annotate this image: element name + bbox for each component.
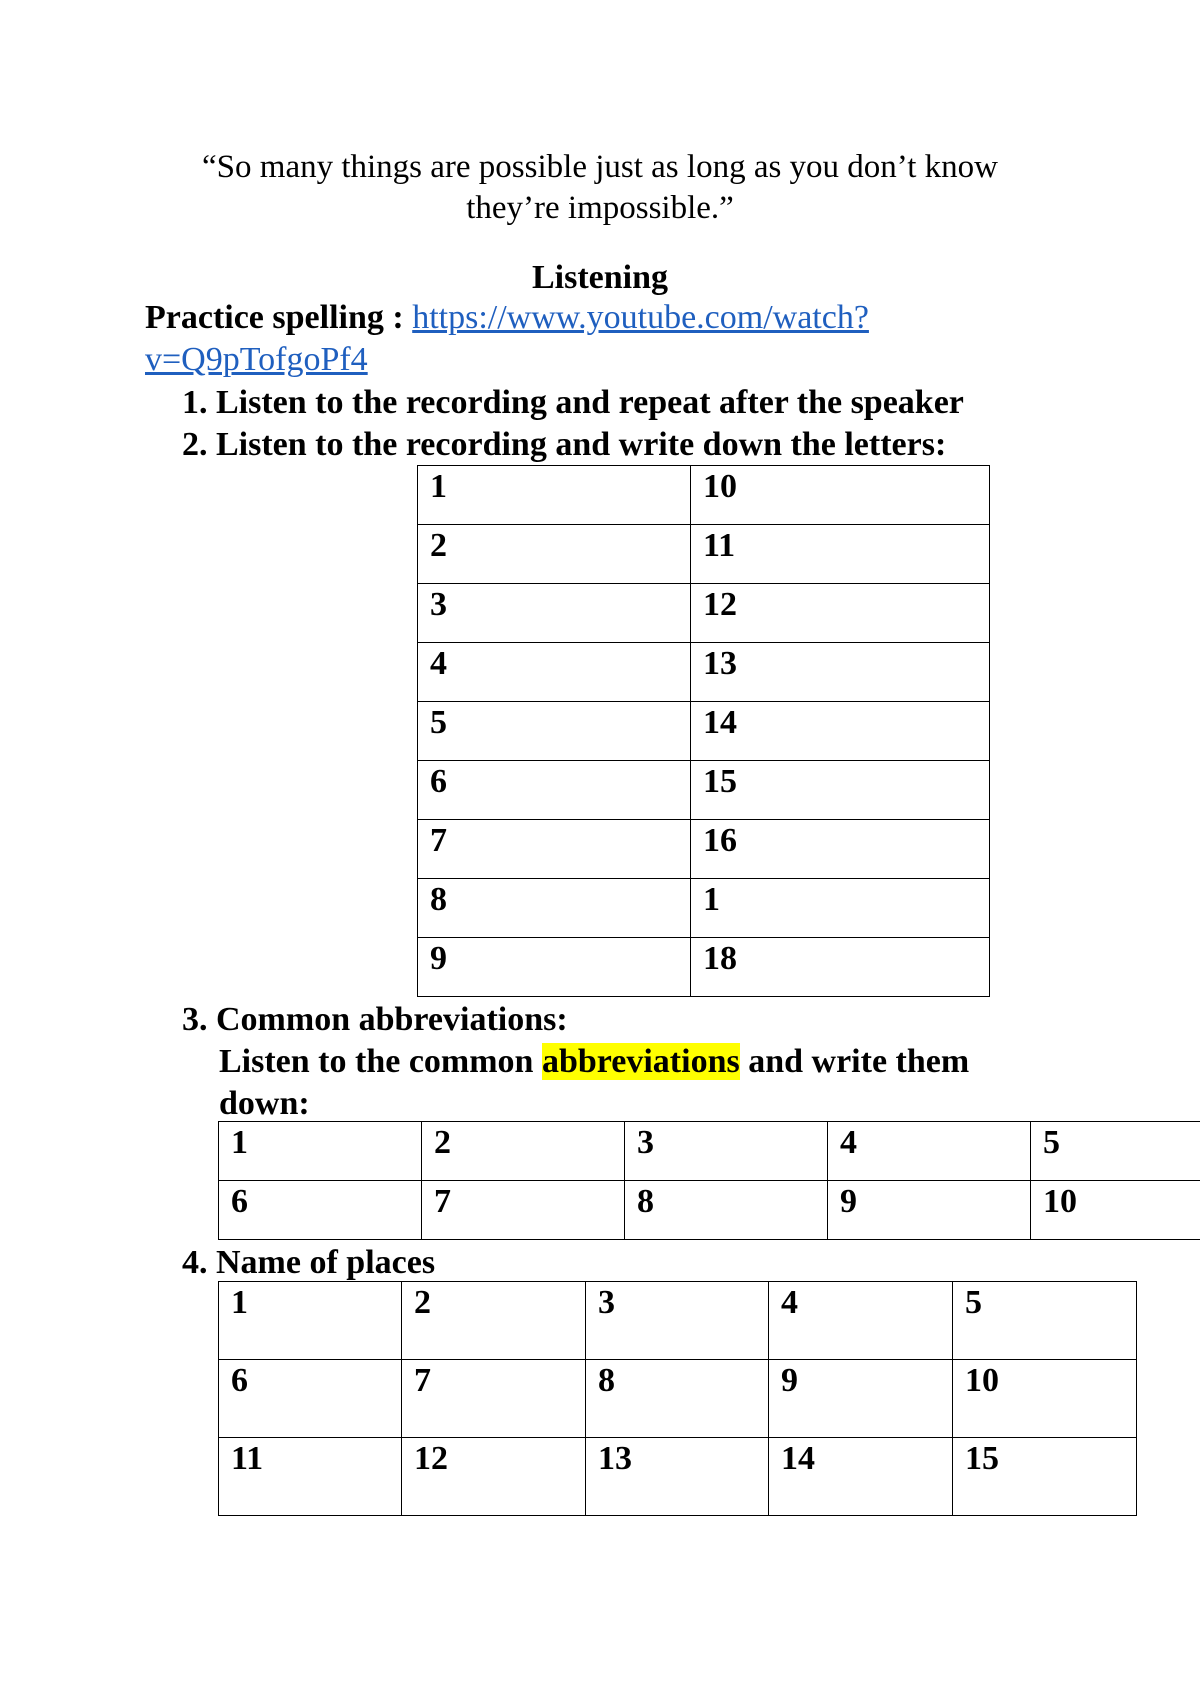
letters-table-row — [418, 525, 990, 584]
places-table-cell[interactable]: 13 — [586, 1438, 769, 1516]
places-table-row — [219, 1438, 1137, 1516]
abbreviations-table-cell[interactable]: 2 — [422, 1122, 625, 1181]
abbreviations-table-cell[interactable]: 4 — [828, 1122, 1031, 1181]
letters-table-cell[interactable]: 4 — [418, 643, 691, 702]
letters-table-cell[interactable]: 7 — [418, 820, 691, 879]
letters-table-cell[interactable]: 14 — [691, 702, 990, 761]
letters-table-cell[interactable]: 9 — [418, 938, 691, 997]
abbreviations-table-cell[interactable]: 8 — [625, 1181, 828, 1240]
places-table-cell[interactable]: 7 — [402, 1360, 586, 1438]
letters-table-cell[interactable]: 15 — [691, 761, 990, 820]
places-table-cell[interactable]: 3 — [586, 1282, 769, 1360]
places-table-cell[interactable]: 6 — [219, 1360, 402, 1438]
task-3-pre: Listen to the common — [219, 1043, 542, 1080]
places-table-cell[interactable]: 4 — [769, 1282, 953, 1360]
letters-table — [417, 465, 990, 997]
task-3-instruction — [219, 1042, 969, 1082]
letters-table-row — [418, 643, 990, 702]
letters-table-cell[interactable]: 13 — [691, 643, 990, 702]
abbreviations-table-cell[interactable]: 3 — [625, 1122, 828, 1181]
task-3-instruction-line-2: down: — [219, 1085, 310, 1122]
abbreviations-table-cell[interactable]: 6 — [219, 1181, 422, 1240]
task-1-instruction: 1. Listen to the recording and repeat after the speaker — [182, 384, 964, 421]
letters-table-cell[interactable]: 1 — [418, 466, 691, 525]
places-table-cell[interactable]: 5 — [953, 1282, 1137, 1360]
letters-table-cell[interactable]: 8 — [418, 879, 691, 938]
abbreviations-table-cell[interactable]: 10 — [1031, 1181, 1200, 1240]
places-table-cell[interactable]: 11 — [219, 1438, 402, 1516]
places-table-cell[interactable]: 1 — [219, 1282, 402, 1360]
letters-table-cell[interactable]: 1 — [691, 879, 990, 938]
letters-table-row — [418, 466, 990, 525]
task-3-post: and write them — [739, 1043, 970, 1080]
quote-line-1: “So many things are possible just as long as you don’t know — [202, 149, 998, 185]
letters-table-cell[interactable]: 2 — [418, 525, 691, 584]
abbreviations-table-cell[interactable]: 9 — [828, 1181, 1031, 1240]
abbreviations-table-row — [219, 1122, 1200, 1181]
places-table-cell[interactable]: 15 — [953, 1438, 1137, 1516]
letters-table-cell[interactable]: 12 — [691, 584, 990, 643]
places-table-cell[interactable]: 9 — [769, 1360, 953, 1438]
section-title: Listening — [531, 259, 669, 296]
letters-table-row — [418, 702, 990, 761]
practice-spelling-line — [145, 298, 869, 338]
letters-table-row — [418, 938, 990, 997]
practice-link-part-2[interactable]: v=Q9pTofgoPf4 — [145, 341, 368, 378]
task-2-instruction: 2. Listen to the recording and write down the letters: — [182, 426, 947, 463]
letters-table-cell[interactable]: 16 — [691, 820, 990, 879]
letters-table-row — [418, 879, 990, 938]
abbreviations-table-cell[interactable]: 1 — [219, 1122, 422, 1181]
task-4-title: 4. Name of places — [182, 1244, 436, 1281]
abbreviations-table-row — [219, 1181, 1200, 1240]
letters-table-cell[interactable]: 18 — [691, 938, 990, 997]
abbreviations-table-cell[interactable]: 5 — [1031, 1122, 1200, 1181]
places-table — [218, 1281, 1137, 1516]
letters-table-cell[interactable]: 6 — [418, 761, 691, 820]
places-table-cell[interactable]: 8 — [586, 1360, 769, 1438]
letters-table-row — [418, 761, 990, 820]
letters-table-cell[interactable]: 3 — [418, 584, 691, 643]
task-3-highlight: abbreviations — [541, 1043, 740, 1080]
places-table-cell[interactable]: 2 — [402, 1282, 586, 1360]
letters-table-cell[interactable]: 5 — [418, 702, 691, 761]
letters-table-row — [418, 820, 990, 879]
abbreviations-table-cell[interactable]: 7 — [422, 1181, 625, 1240]
practice-spelling-label: Practice spelling : — [145, 299, 413, 336]
places-table-cell[interactable]: 10 — [953, 1360, 1137, 1438]
practice-link-part-1[interactable]: https://www.youtube.com/watch? — [412, 299, 869, 336]
places-table-cell[interactable]: 14 — [769, 1438, 953, 1516]
places-table-row — [219, 1360, 1137, 1438]
quote-line-2: they’re impossible.” — [466, 190, 734, 226]
places-table-row — [219, 1282, 1137, 1360]
places-table-cell[interactable]: 12 — [402, 1438, 586, 1516]
letters-table-row — [418, 584, 990, 643]
practice-link-line-2 — [145, 340, 368, 380]
letters-table-cell[interactable]: 11 — [691, 525, 990, 584]
letters-table-cell[interactable]: 10 — [691, 466, 990, 525]
abbreviations-table — [218, 1121, 1200, 1240]
task-3-title: 3. Common abbreviations: — [182, 1001, 568, 1038]
